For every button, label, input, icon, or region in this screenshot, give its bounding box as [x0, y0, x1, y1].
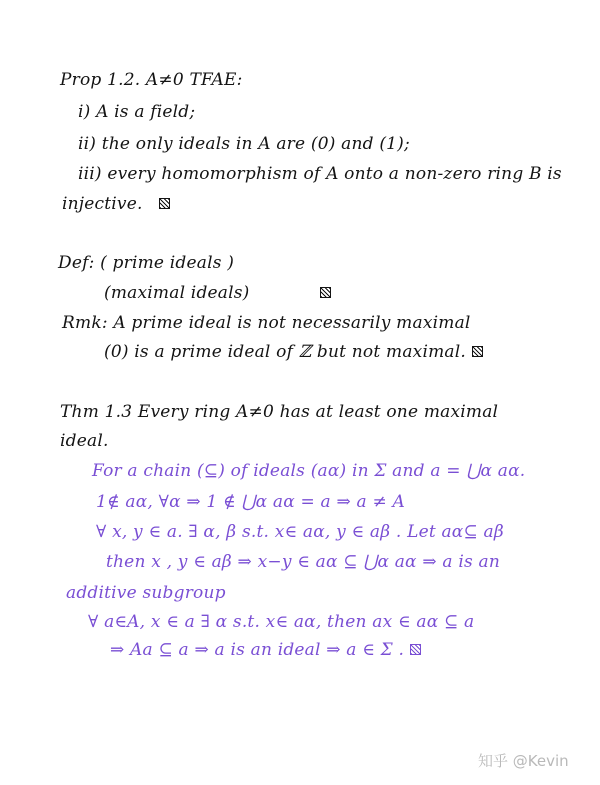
prop-item-3-continued — [62, 194, 170, 214]
qed-box-icon — [472, 346, 483, 357]
proof-line-7-text: ⇒ Aa ⊆ a ⇒ a is an ideal ⇒ a ∈ Σ . — [110, 640, 405, 660]
rmk-line-1: Rmk: A prime ideal is not necessarily maximal — [62, 313, 471, 333]
proof-line-6: ∀ a∈A, x ∈ a ∃ α s.t. x∈ aα, then ax ∈ aα ⊆ a — [88, 612, 475, 632]
def-heading: Def: ( prime ideals ) — [58, 253, 235, 273]
def-maximal-text: (maximal ideals) — [104, 283, 250, 303]
proof-line-3: ∀ x, y ∈ a. ∃ α, β s.t. x∈ aα, y ∈ aβ . Let aα⊆ aβ — [96, 522, 504, 542]
proof-line-4: then x , y ∈ aβ ⇒ x−y ∈ aα ⊆ ⋃α aα ⇒ a is an — [106, 552, 500, 572]
thm-line-1: Thm 1.3 Every ring A≠0 has at least one maximal — [60, 402, 499, 422]
proof-line-2: 1∉ aα, ∀α ⇒ 1 ∉ ⋃α aα = a ⇒ a ≠ A — [96, 492, 405, 512]
prop-item-3: iii) every homomorphism of A onto a non-zero ring B is — [78, 164, 562, 184]
qed-box-icon — [410, 644, 421, 655]
proof-line-7 — [110, 640, 421, 660]
def-line-2 — [104, 283, 331, 303]
prop-item-3-text: injective. — [62, 194, 143, 214]
proof-line-1: For a chain (⊆) of ideals (aα) in Σ and a = ⋃α aα. — [92, 461, 526, 481]
watermark: 知乎 @Kevin — [478, 752, 569, 770]
thm-line-2: ideal. — [60, 431, 109, 451]
rmk-line-2 — [104, 342, 483, 362]
prop-item-2: ii) the only ideals in A are (0) and (1); — [78, 134, 410, 154]
qed-box-icon — [159, 198, 170, 209]
qed-box-icon — [320, 287, 331, 298]
prop-heading: Prop 1.2. A≠0 TFAE: — [60, 70, 243, 90]
rmk-line-2-text: (0) is a prime ideal of ℤ but not maximal. — [104, 342, 466, 362]
prop-item-1: i) A is a field; — [78, 102, 196, 122]
proof-line-5: additive subgroup — [66, 583, 226, 603]
